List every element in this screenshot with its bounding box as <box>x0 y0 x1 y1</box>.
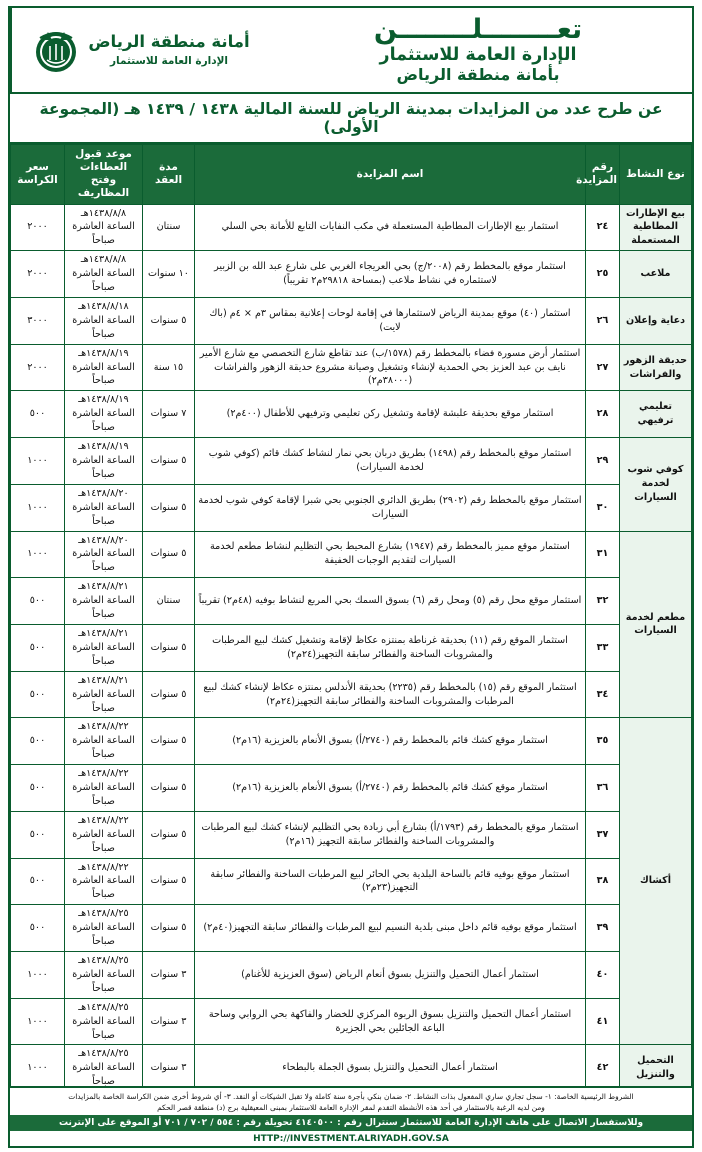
activity-cell: دعاية وإعلان <box>620 297 692 344</box>
announcement-title-block <box>268 8 692 92</box>
col-duration: مدة العقد <box>143 145 195 205</box>
announce-word: تعــــــــلــــــــن <box>373 13 583 45</box>
activity-cell: مطعم لخدمة السيارات <box>620 531 692 718</box>
deadline-cell <box>65 718 143 765</box>
bid-number-cell: ٢٦ <box>586 297 620 344</box>
contract-duration-cell: ٥ سنوات <box>143 765 195 812</box>
bid-number-cell: ٢٧ <box>586 344 620 391</box>
contract-duration-cell: ٣ سنوات <box>143 952 195 999</box>
deadline-time: الساعة العاشرة صباحاً <box>72 1015 135 1041</box>
bid-name-cell: استثمار موقع بالمخطط رقم (١٤٩٨) بطريق دربان بحي نمار لنشاط كشك قائم (كوفي شوب لخدمة السيارات) <box>195 438 586 485</box>
deadline-time: الساعة العاشرة صباحاً <box>72 688 135 714</box>
table-row <box>11 998 692 1045</box>
bid-number-cell: ٣٦ <box>586 765 620 812</box>
deadline-time: الساعة العاشرة صباحاً <box>72 641 135 667</box>
table-row <box>11 624 692 671</box>
col-price: سعر الكراسة <box>11 145 65 205</box>
deadline-time: الساعة العاشرة صباحاً <box>72 968 135 994</box>
table-row <box>11 484 692 531</box>
deadline-cell <box>65 858 143 905</box>
department-subtitle: بأمانة منطقة الرياض <box>396 65 560 85</box>
bid-number-cell: ٣١ <box>586 531 620 578</box>
brochure-price-cell: ١٠٠٠ <box>11 952 65 999</box>
col-name: اسم المزايدة <box>195 145 586 205</box>
deadline-date: ١٤٣٨/٨/٨هـ <box>80 254 127 266</box>
brochure-price-cell: ٥٠٠ <box>11 624 65 671</box>
contract-duration-cell: ١٠ سنوات <box>143 251 195 298</box>
conditions-line-1: الشروط الرئيسية الخاصة: ١- سجل تجاري ساري المفعول بذات النشاط. ٢- ضمان بنكي بأجرة سنة كاملة ولا تقبل الشيكات أو النقد. ٣- أي شروط أخرى ضمن الكراسة الخاصة بالمزايدات <box>68 1091 634 1101</box>
bid-number-cell: ٣٣ <box>586 624 620 671</box>
contract-duration-cell: ٥ سنوات <box>143 438 195 485</box>
deadline-time: الساعة العاشرة صباحاً <box>72 455 135 480</box>
bid-name-cell: استثمار موقع بالمخطط رقم (٢٩٠٢) بطريق الدائري الجنوبي بحي شبرا لإقامة كوفي شوب لخدمة السيارات <box>195 484 586 531</box>
bid-number-cell: ٣٤ <box>586 671 620 718</box>
deadline-time: الساعة العاشرة صباحاً <box>72 782 135 807</box>
brochure-price-cell: ٥٠٠ <box>11 718 65 765</box>
deadline-time: الساعة العاشرة صباحاً <box>72 314 135 340</box>
bid-number-cell: ٢٤ <box>586 204 620 251</box>
deadline-date: ١٤٣٨/٨/١٨هـ <box>78 300 129 312</box>
deadline-cell <box>65 952 143 999</box>
activity-cell: بيع الإطارات المطاطية المستعملة <box>620 204 692 251</box>
deadline-date: ١٤٣٨/٨/٢٠هـ <box>78 487 129 499</box>
bid-number-cell: ٣٥ <box>586 718 620 765</box>
bid-name-cell: استثمار الموقع رقم (١٥) بالمخطط رقم (٢٢٣٥) بحديقة الأندلس بمنتزه عكاظ لإنشاء كشك لبيع المرطبات والمشروبات الساخنة والفطائر سابقة التجهيز(٢٤م٢) <box>195 671 586 718</box>
bid-name-cell: استثمار موقع محل رقم (٥) ومحل رقم (٦) بسوق السمك بحي المربع لنشاط بوفيه (٤٨م٢) تقريباً <box>195 578 586 625</box>
bid-name-cell: استثمار أعمال التحميل والتنزيل بسوق أنعام الرياض (سوق العزيزية للأغنام) <box>195 952 586 999</box>
contract-duration-cell: ٥ سنوات <box>143 858 195 905</box>
deadline-time: الساعة العاشرة صباحاً <box>72 501 135 527</box>
brochure-price-cell: ٢٠٠٠ <box>11 204 65 251</box>
activity-cell: التحميل والتنزيل <box>620 1045 692 1086</box>
bid-number-cell: ٤٢ <box>586 1045 620 1086</box>
table-row <box>11 438 692 485</box>
bid-name-cell: استثمار موقع كشك قائم بالمخطط رقم (٢٧٤٠/أ) بسوق الأنعام بالعزيزية (١٦م٢) <box>195 765 586 812</box>
deadline-cell <box>65 998 143 1045</box>
bid-name-cell: استثمار موقع مميز بالمخطط رقم (١٩٤٧) بشارع المحيط بحي التظليم لنشاط مطعم لخدمة السيارات لتقديم الوجبات الخفيفة <box>195 531 586 578</box>
bid-name-cell: استثمار بيع الإطارات المطاطية المستعملة في مكب النفايات التابع للأمانة بحي السلي <box>195 204 586 251</box>
poster-frame <box>8 6 694 1148</box>
col-number: رقم المزايدة <box>586 145 620 205</box>
table-row <box>11 297 692 344</box>
contract-duration-cell: ٥ سنوات <box>143 905 195 952</box>
deadline-time: الساعة العاشرة صباحاً <box>72 922 135 948</box>
bid-name-cell: استثمار موقع بحديقة علبشة لإقامة وتشغيل ركن تعليمي وترفيهي للأطفال (٤٠٠م٢) <box>195 391 586 438</box>
brochure-price-cell: ١٠٠٠ <box>11 1045 65 1086</box>
deadline-cell <box>65 578 143 625</box>
brochure-price-cell: ٥٠٠ <box>11 905 65 952</box>
website-url[interactable]: HTTP://INVESTMENT.ALRIYADH.GOV.SA <box>253 1134 449 1144</box>
table-header-row <box>11 145 692 205</box>
bid-number-cell: ٤١ <box>586 998 620 1045</box>
deadline-date: ١٤٣٨/٨/٢١هـ <box>78 581 129 593</box>
conditions-line-2: ومن لديه الرغبة بالاستثمار في أحد هذه الأنشطة التقدم لمقر الإدارة العامة للاستثمار بمبنى المعيقلية برج (د) منطقة قصر الحكم <box>157 1102 545 1112</box>
brochure-price-cell: ٥٠٠ <box>11 391 65 438</box>
deadline-time: الساعة العاشرة صباحاً <box>72 361 135 387</box>
bid-number-cell: ٤٠ <box>586 952 620 999</box>
table-row <box>11 251 692 298</box>
col-activity: نوع النشاط <box>620 145 692 205</box>
activity-cell: كوفي شوب لخدمة السيارات <box>620 438 692 531</box>
table-row <box>11 858 692 905</box>
deadline-cell <box>65 204 143 251</box>
department-title: الإدارة العامة للاستثمار <box>379 44 577 65</box>
authority-subname: الإدارة العامة للاستثمار <box>109 54 229 67</box>
bid-number-cell: ٣٠ <box>586 484 620 531</box>
brochure-price-cell: ١٠٠٠ <box>11 531 65 578</box>
deadline-date: ١٤٣٨/٨/٢٠هـ <box>78 534 129 546</box>
contract-duration-cell: سنتان <box>143 204 195 251</box>
deadline-time: الساعة العاشرة صباحاً <box>72 548 135 574</box>
bid-number-cell: ٣٢ <box>586 578 620 625</box>
deadline-cell <box>65 811 143 858</box>
deadline-cell <box>65 484 143 531</box>
bid-number-cell: ٢٩ <box>586 438 620 485</box>
brochure-price-cell: ١٠٠٠ <box>11 484 65 531</box>
bid-number-cell: ٢٥ <box>586 251 620 298</box>
table-row <box>11 204 692 251</box>
table-row <box>11 765 692 812</box>
conditions-block <box>10 1086 692 1115</box>
deadline-date: ١٤٣٨/٨/٢١هـ <box>78 674 129 686</box>
col-deadline: موعد قبول العطاءات وفتح المظاريف <box>65 145 143 205</box>
deadline-date: ١٤٣٨/٨/٢١هـ <box>78 627 129 639</box>
contract-duration-cell: ٣ سنوات <box>143 998 195 1045</box>
table-row <box>11 531 692 578</box>
deadline-time: الساعة العاشرة صباحاً <box>72 408 135 434</box>
deadline-date: ١٤٣٨/٨/١٩هـ <box>78 394 129 406</box>
table-row <box>11 811 692 858</box>
deadline-date: ١٤٣٨/٨/٢٢هـ <box>78 861 129 873</box>
activity-cell: تعليمي ترفيهي <box>620 391 692 438</box>
deadline-cell <box>65 251 143 298</box>
deadline-date: ١٤٣٨/٨/١٩هـ <box>78 441 129 453</box>
bids-table <box>10 144 692 1086</box>
deadline-cell <box>65 438 143 485</box>
table-row <box>11 671 692 718</box>
riyadh-municipality-emblem-icon <box>30 22 82 78</box>
bid-name-cell: استثمار موقع بوفيه قائم بالساحة البلدية بحي الحائر لبيع المرطبات الساخنة والفطائر سابقة التجهيز(٢٣م٢) <box>195 858 586 905</box>
deadline-date: ١٤٣٨/٨/٢٢هـ <box>78 721 129 733</box>
deadline-date: ١٤٣٨/٨/٨هـ <box>80 207 127 219</box>
table-body <box>11 204 692 1086</box>
brochure-price-cell: ٢٠٠٠ <box>11 251 65 298</box>
bid-name-cell: استثمار موقع بالمخطط رقم (١٧٩٣/أ) بشارع أبي زبادة بحي التظليم لإنشاء كشك لبيع المرطبات والمشروبات الساخنة والفطائر سابقة التجهيز (١٦م٢) <box>195 811 586 858</box>
contract-duration-cell: ٣ سنوات <box>143 1045 195 1086</box>
brochure-price-cell: ١٠٠٠ <box>11 438 65 485</box>
activity-cell: ملاعب <box>620 251 692 298</box>
deadline-date: ١٤٣٨/٨/١٩هـ <box>78 347 129 359</box>
contract-duration-cell: ٥ سنوات <box>143 484 195 531</box>
brochure-price-cell: ٥٠٠ <box>11 578 65 625</box>
deadline-cell <box>65 391 143 438</box>
deadline-cell <box>65 905 143 952</box>
deadline-time: الساعة العاشرة صباحاً <box>72 828 135 854</box>
brochure-price-cell: ٥٠٠ <box>11 765 65 812</box>
brochure-price-cell: ٥٠٠ <box>11 671 65 718</box>
bid-number-cell: ٣٩ <box>586 905 620 952</box>
contract-duration-cell: ٥ سنوات <box>143 671 195 718</box>
contract-duration-cell: ٧ سنوات <box>143 391 195 438</box>
contract-duration-cell: ٥ سنوات <box>143 624 195 671</box>
deadline-time: الساعة العاشرة صباحاً <box>72 268 135 294</box>
deadline-date: ١٤٣٨/٨/٢٢هـ <box>78 768 129 780</box>
table-row <box>11 578 692 625</box>
deadline-cell <box>65 671 143 718</box>
poster-subtitle: عن طرح عدد من المزايدات بمدينة الرياض للسنة المالية ١٤٣٨ / ١٤٣٩ هـ (المجموعة الأولى) <box>10 94 692 144</box>
deadline-cell <box>65 531 143 578</box>
deadline-time: الساعة العاشرة صباحاً <box>72 1062 135 1086</box>
bids-table-wrapper <box>10 144 692 1086</box>
deadline-cell <box>65 297 143 344</box>
bid-name-cell: استثمار الموقع رقم (١١) بحديقة غرناطة بمنتزه عكاظ لإقامة وتشغيل كشك لبيع المرطبات والمشروبات الساخنة والفطائر سابقة التجهيز(٢٤م٢) <box>195 624 586 671</box>
contract-duration-cell: ٥ سنوات <box>143 297 195 344</box>
deadline-time: الساعة العاشرة صباحاً <box>72 595 135 621</box>
deadline-cell <box>65 1045 143 1086</box>
bid-name-cell: استثمار أعمال التحميل والتنزيل بسوق الربوة المركزي للخضار والفاكهة بحي الروابي وساحة الباعة الجائلين بحي الجزيرة <box>195 998 586 1045</box>
contract-duration-cell: ١٥ سنة <box>143 344 195 391</box>
contract-duration-cell: ٥ سنوات <box>143 718 195 765</box>
bid-name-cell: استثمار أرض مسورة فضاء بالمخطط رقم (١٥٧٨/ب) عند تقاطع شارع التخصصي مع شارع الأمير نايف بن عبد العزيز بحي الحمدية لإنشاء وتشغيل وصيانة مشروع حديقة الزهور والفراشات (٣٨٠٠٠م٢) <box>195 344 586 391</box>
table-row <box>11 905 692 952</box>
deadline-cell <box>65 344 143 391</box>
deadline-cell <box>65 765 143 812</box>
contact-bar: وللاستفسار الاتصال على هاتف الإدارة العامة للاستثمار سنترال رقم : ٤١٤٠٥٠٠ تحويلة رقم : ٥٥٤ / ٧٠٢ / ٧٠١ أو الموقع على الإنترنت <box>10 1115 692 1131</box>
deadline-date: ١٤٣٨/٨/٢٥هـ <box>78 1048 129 1060</box>
contract-duration-cell: سنتان <box>143 578 195 625</box>
deadline-cell <box>65 624 143 671</box>
bid-name-cell: استثمار موقع بالمخطط رقم (٢٠٠٨/ج) بحي العريجاء الغربي على شارع عبد الله بن الزبير لاستثماره في نشاط ملاعب (بمساحة ٢٩٨١٨م٢ تقريباً) <box>195 251 586 298</box>
bid-number-cell: ٢٨ <box>586 391 620 438</box>
bid-name-cell: استثمار موقع بوفيه قائم داخل مبنى بلدية النسيم لبيع المرطبات والفطائر سابقة التجهيز(٤٠م٢) <box>195 905 586 952</box>
authority-block <box>10 8 268 92</box>
deadline-date: ١٤٣٨/٨/٢٢هـ <box>78 814 129 826</box>
bid-name-cell: استثمار أعمال التحميل والتنزيل بسوق الجملة بالبطحاء <box>195 1045 586 1086</box>
table-row <box>11 1045 692 1086</box>
table-row <box>11 391 692 438</box>
contract-duration-cell: ٥ سنوات <box>143 531 195 578</box>
poster-header <box>10 8 692 94</box>
table-row <box>11 718 692 765</box>
table-row <box>11 952 692 999</box>
brochure-price-cell: ٢٠٠٠ <box>11 344 65 391</box>
bid-name-cell: استثمار (٤٠) موقع بمدينة الرياض لاستثمارها في إقامة لوحات إعلانية بمقاس ٣م × ٤م (باك لايت) <box>195 297 586 344</box>
deadline-time: الساعة العاشرة صباحاً <box>72 875 135 901</box>
brochure-price-cell: ٥٠٠ <box>11 811 65 858</box>
brochure-price-cell: ١٠٠٠ <box>11 998 65 1045</box>
deadline-time: الساعة العاشرة صباحاً <box>72 735 135 761</box>
table-header <box>11 145 692 205</box>
activity-cell: حديقة الزهور والفراشات <box>620 344 692 391</box>
brochure-price-cell: ٥٠٠ <box>11 858 65 905</box>
authority-text <box>88 32 249 68</box>
deadline-date: ١٤٣٨/٨/٢٥هـ <box>78 908 129 920</box>
bid-number-cell: ٣٨ <box>586 858 620 905</box>
bid-number-cell: ٣٧ <box>586 811 620 858</box>
deadline-date: ١٤٣٨/٨/٢٥هـ <box>78 1001 129 1013</box>
contract-duration-cell: ٥ سنوات <box>143 811 195 858</box>
brochure-price-cell: ٣٠٠٠ <box>11 297 65 344</box>
deadline-date: ١٤٣٨/٨/٢٥هـ <box>78 955 129 966</box>
activity-cell: أكشاك <box>620 718 692 1045</box>
deadline-time: الساعة العاشرة صباحاً <box>72 221 135 247</box>
table-row <box>11 344 692 391</box>
authority-name: أمانة منطقة الرياض <box>88 32 250 52</box>
bid-name-cell: استثمار موقع كشك قائم بالمخطط رقم (٢٧٤٠/أ) بسوق الأنعام بالعزيزية (١٦م٢) <box>195 718 586 765</box>
